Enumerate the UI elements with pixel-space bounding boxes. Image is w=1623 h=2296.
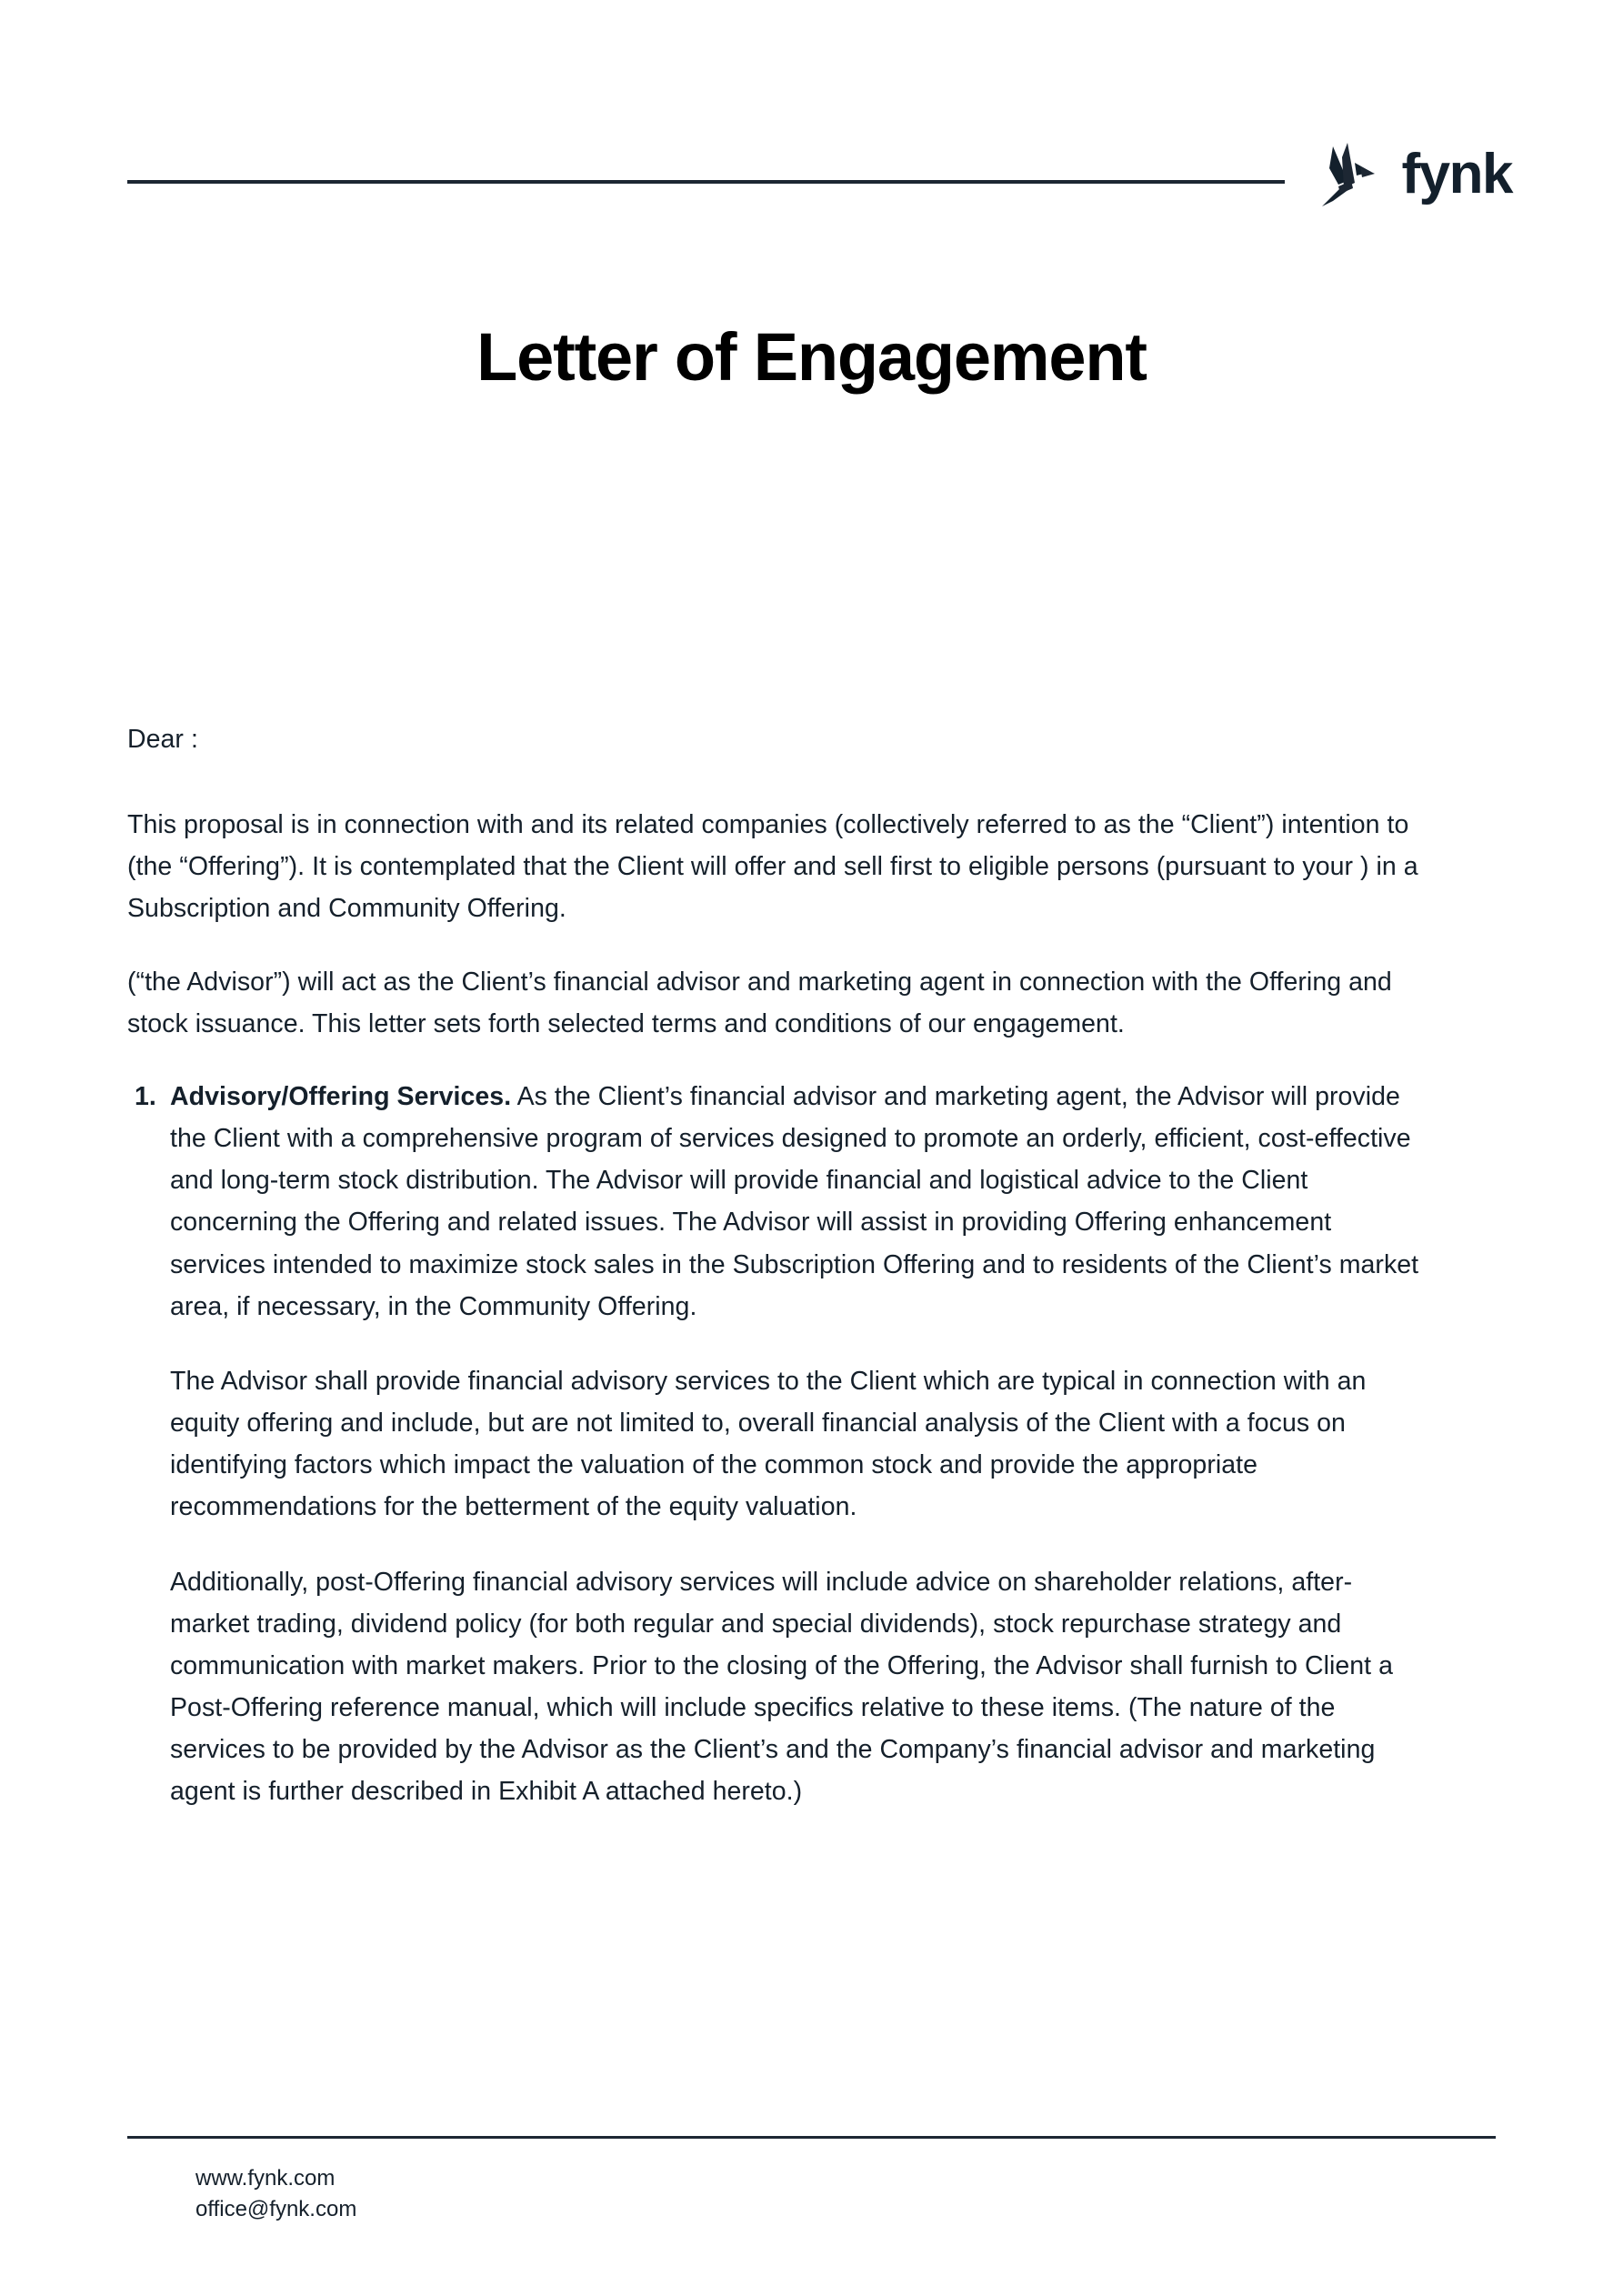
origami-bird-icon	[1320, 141, 1386, 208]
clause-heading: Advisory/Offering Services.	[170, 1081, 512, 1111]
clause-paragraph-1-text: As the Client’s financial advisor and marketing agent, the Advisor will provide the Client with a comprehensive program of services designed to promote an orderly, efficient, cost-effective and long-term stock distribution. The Advisor will provide financial and logistical advice to the Client concerning the Offering and related issues. The Advisor will assist in providing Offering enhancement services intended to maximize stock sales in the Subscription Offering and to residents of the Client’s market area, if necessary, in the Community Offering.	[170, 1081, 1419, 1321]
page-footer	[0, 2114, 1623, 2296]
intro-paragraph-1: This proposal is in connection with and its related companies (collectively referred to as the “Client”) intention to (the “Offering”). It is contemplated that the Client will offer and sell first to eligible persons (pursuant to your ) in a Subscription and Community Offering.	[127, 810, 1418, 924]
salutation: Dear :	[127, 725, 198, 754]
brand-logo	[1320, 141, 1512, 208]
footer-contact	[195, 2163, 356, 2225]
clause-paragraph-1	[170, 1076, 1423, 1328]
header-divider	[127, 180, 1285, 184]
document-title: Letter of Engagement	[476, 319, 1147, 395]
clause-list	[127, 1076, 1423, 1813]
footer-divider	[127, 2136, 1496, 2139]
clause-number: 1.	[135, 1081, 156, 1111]
intro-paragraph-2: (“the Advisor”) will act as the Client’s financial advisor and marketing agent in connection with the Offering and stock issuance. This letter sets forth selected terms and conditions of our engagement.	[127, 967, 1392, 1038]
page-header	[0, 0, 1623, 273]
footer-email[interactable]: office@fynk.com	[195, 2197, 357, 2222]
document-body	[127, 718, 1423, 1845]
brand-name: fynk	[1401, 143, 1512, 206]
clause-paragraph-3: Additionally, post-Offering financial advisory services will include advice on shareholder relations, after-market trading, dividend policy (for both regular and special dividends), stock repurchase strategy and communication with market makers. Prior to the closing of the Offering, the Advisor shall furnish to Client a Post-Offering reference manual, which will include specifics relative to these items. (The nature of the services to be provided by the Advisor as the Client’s and the Company’s financial advisor and marketing agent is further described in Exhibit A attached hereto.)	[170, 1567, 1394, 1807]
footer-website[interactable]: www.fynk.com	[195, 2166, 336, 2191]
clause-item	[127, 1076, 1423, 1813]
clause-paragraph-2: The Advisor shall provide financial advisory services to the Client which are typical in connection with an equity offering and include, but are not limited to, overall financial analysis of the Client with a focus on identifying factors which impact the valuation of the common stock and provide the appropriate recommendations for the betterment of the equity valuation.	[170, 1366, 1367, 1522]
